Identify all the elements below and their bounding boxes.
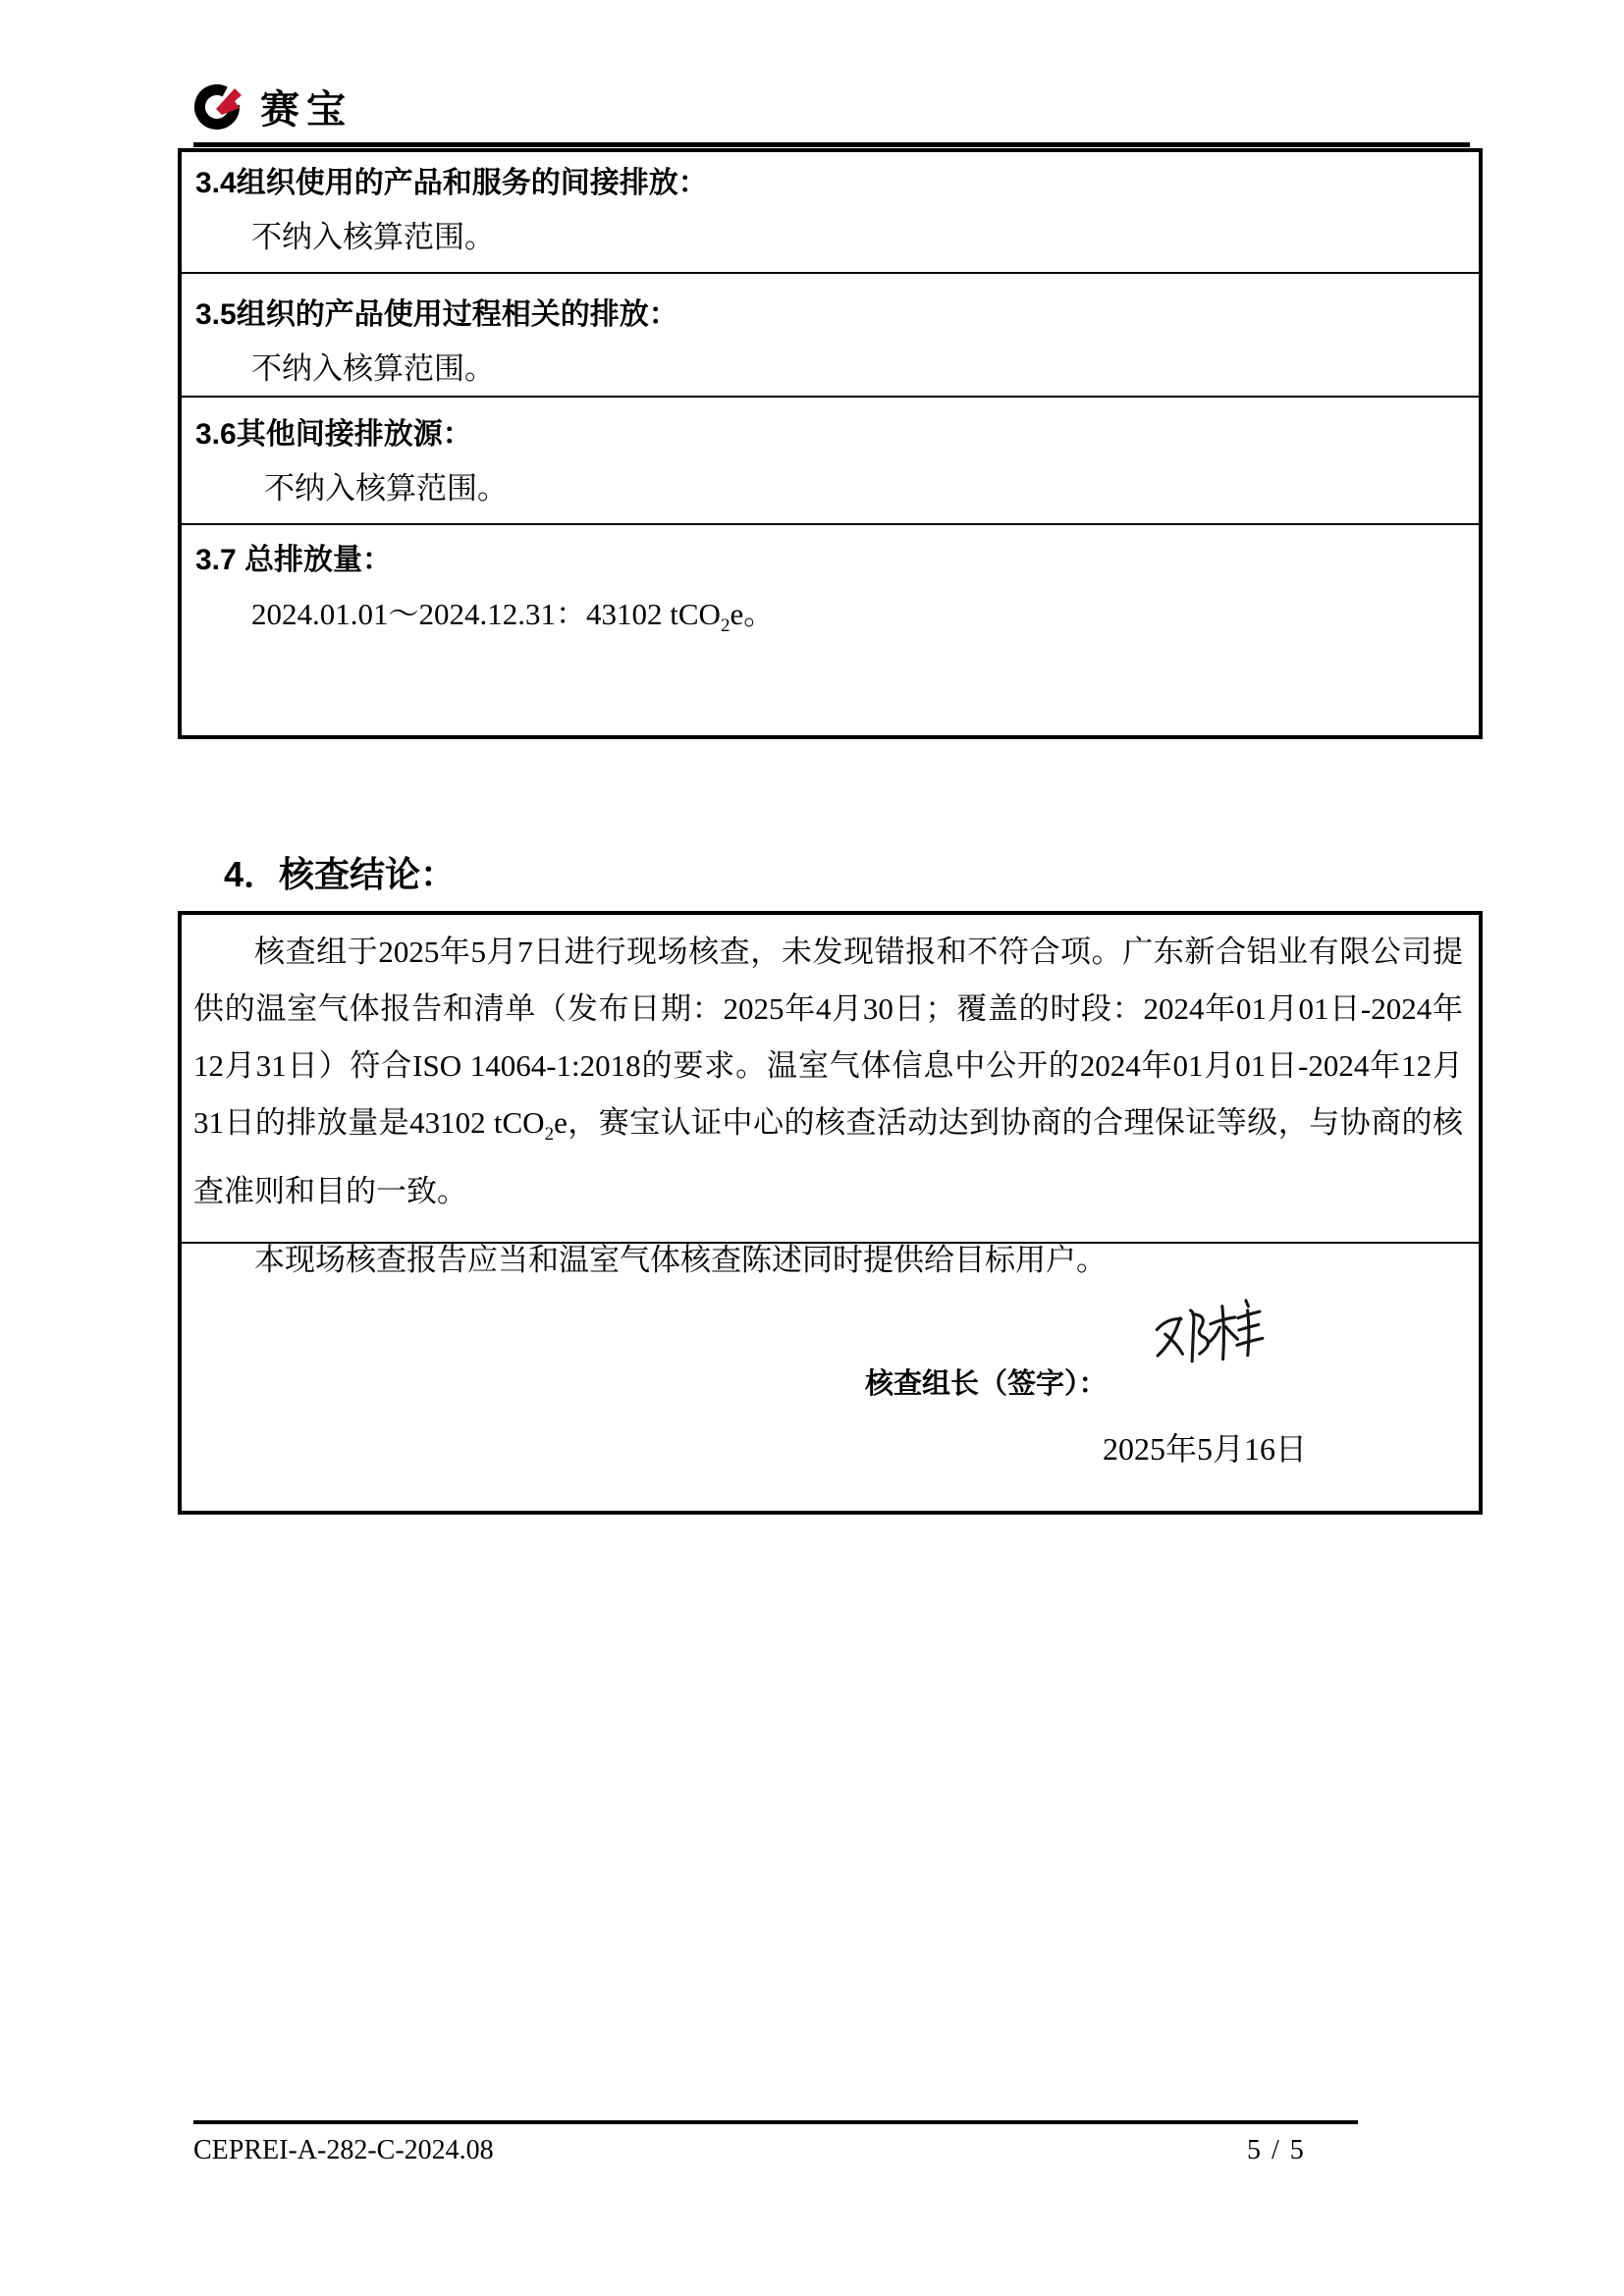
emission-period-and-value: 2024.01.01～2024.12.31：43102 tCO (251, 597, 721, 631)
section-body-3-6: 不纳入核算范围。 (264, 471, 508, 506)
section-row-3-5 (182, 272, 1479, 396)
brand-text: 赛宝 (260, 87, 352, 132)
conclusion-paragraph-1-suffix: e，赛宝认证中心的核查活动达到协商的合理保证等级，与协商的核查准则和目的一致。 (193, 1105, 1463, 1209)
emissions-box (178, 148, 1483, 739)
conclusion-heading: 4．核查结论： (224, 854, 457, 894)
section-row-3-7 (182, 523, 1479, 735)
footer-rule (193, 2120, 1358, 2124)
section-body-3-4: 不纳入核算范围。 (251, 220, 495, 254)
signature-label: 核查组长（签字）： (865, 1368, 1108, 1400)
signature-date: 2025年5月16日 (1103, 1431, 1308, 1467)
section-heading-3-5: 3.5组织的产品使用过程相关的排放： (195, 298, 678, 331)
handwritten-signature-image (1152, 1299, 1272, 1381)
co2-subscript: 2 (720, 615, 731, 637)
section-body-3-5: 不纳入核算范围。 (251, 351, 495, 386)
footer-doc-code: CEPREI-A-282-C-2024.08 (193, 2135, 494, 2165)
section-row-3-6 (182, 396, 1479, 523)
total-emission-value (251, 595, 1479, 646)
conclusion-text-section (182, 915, 1479, 1278)
signature-section (182, 1242, 1479, 1511)
section-heading-3-6: 3.6其他间接排放源： (195, 418, 472, 451)
cepri-c-mark-icon (193, 82, 244, 132)
footer-page-number: 5 / 5 (1247, 2135, 1306, 2165)
section-row-3-4 (182, 152, 1479, 272)
conclusion-paragraph-1 (193, 924, 1463, 1220)
header-rule (193, 142, 1470, 147)
emission-value-suffix: e。 (730, 597, 775, 631)
company-logo (193, 82, 352, 132)
conclusion-paragraph-1-text: 核查组于2025年5月7日进行现场核查，未发现错报和不符合项。广东新合铝业有限公司提供的温室气体报告和清单（发布日期：2025年4月30日；覆盖的时段：2024年01月01日-2024年12月31日）符合ISO 14064-1:2018的要求。温室气体信息中公开的2024年01月01日-2024年12月31日的排放量是43102 tCO (193, 934, 1463, 1140)
co2-subscript: 2 (544, 1124, 555, 1146)
conclusion-paragraph-2: 本现场核查报告应当和温室气体核查陈述同时提供给目标用户。 (254, 1243, 1107, 1278)
section-heading-3-4: 3.4组织使用的产品和服务的间接排放： (195, 167, 708, 199)
conclusion-box (178, 911, 1483, 1515)
section-heading-3-7: 3.7 总排放量： (195, 544, 393, 576)
